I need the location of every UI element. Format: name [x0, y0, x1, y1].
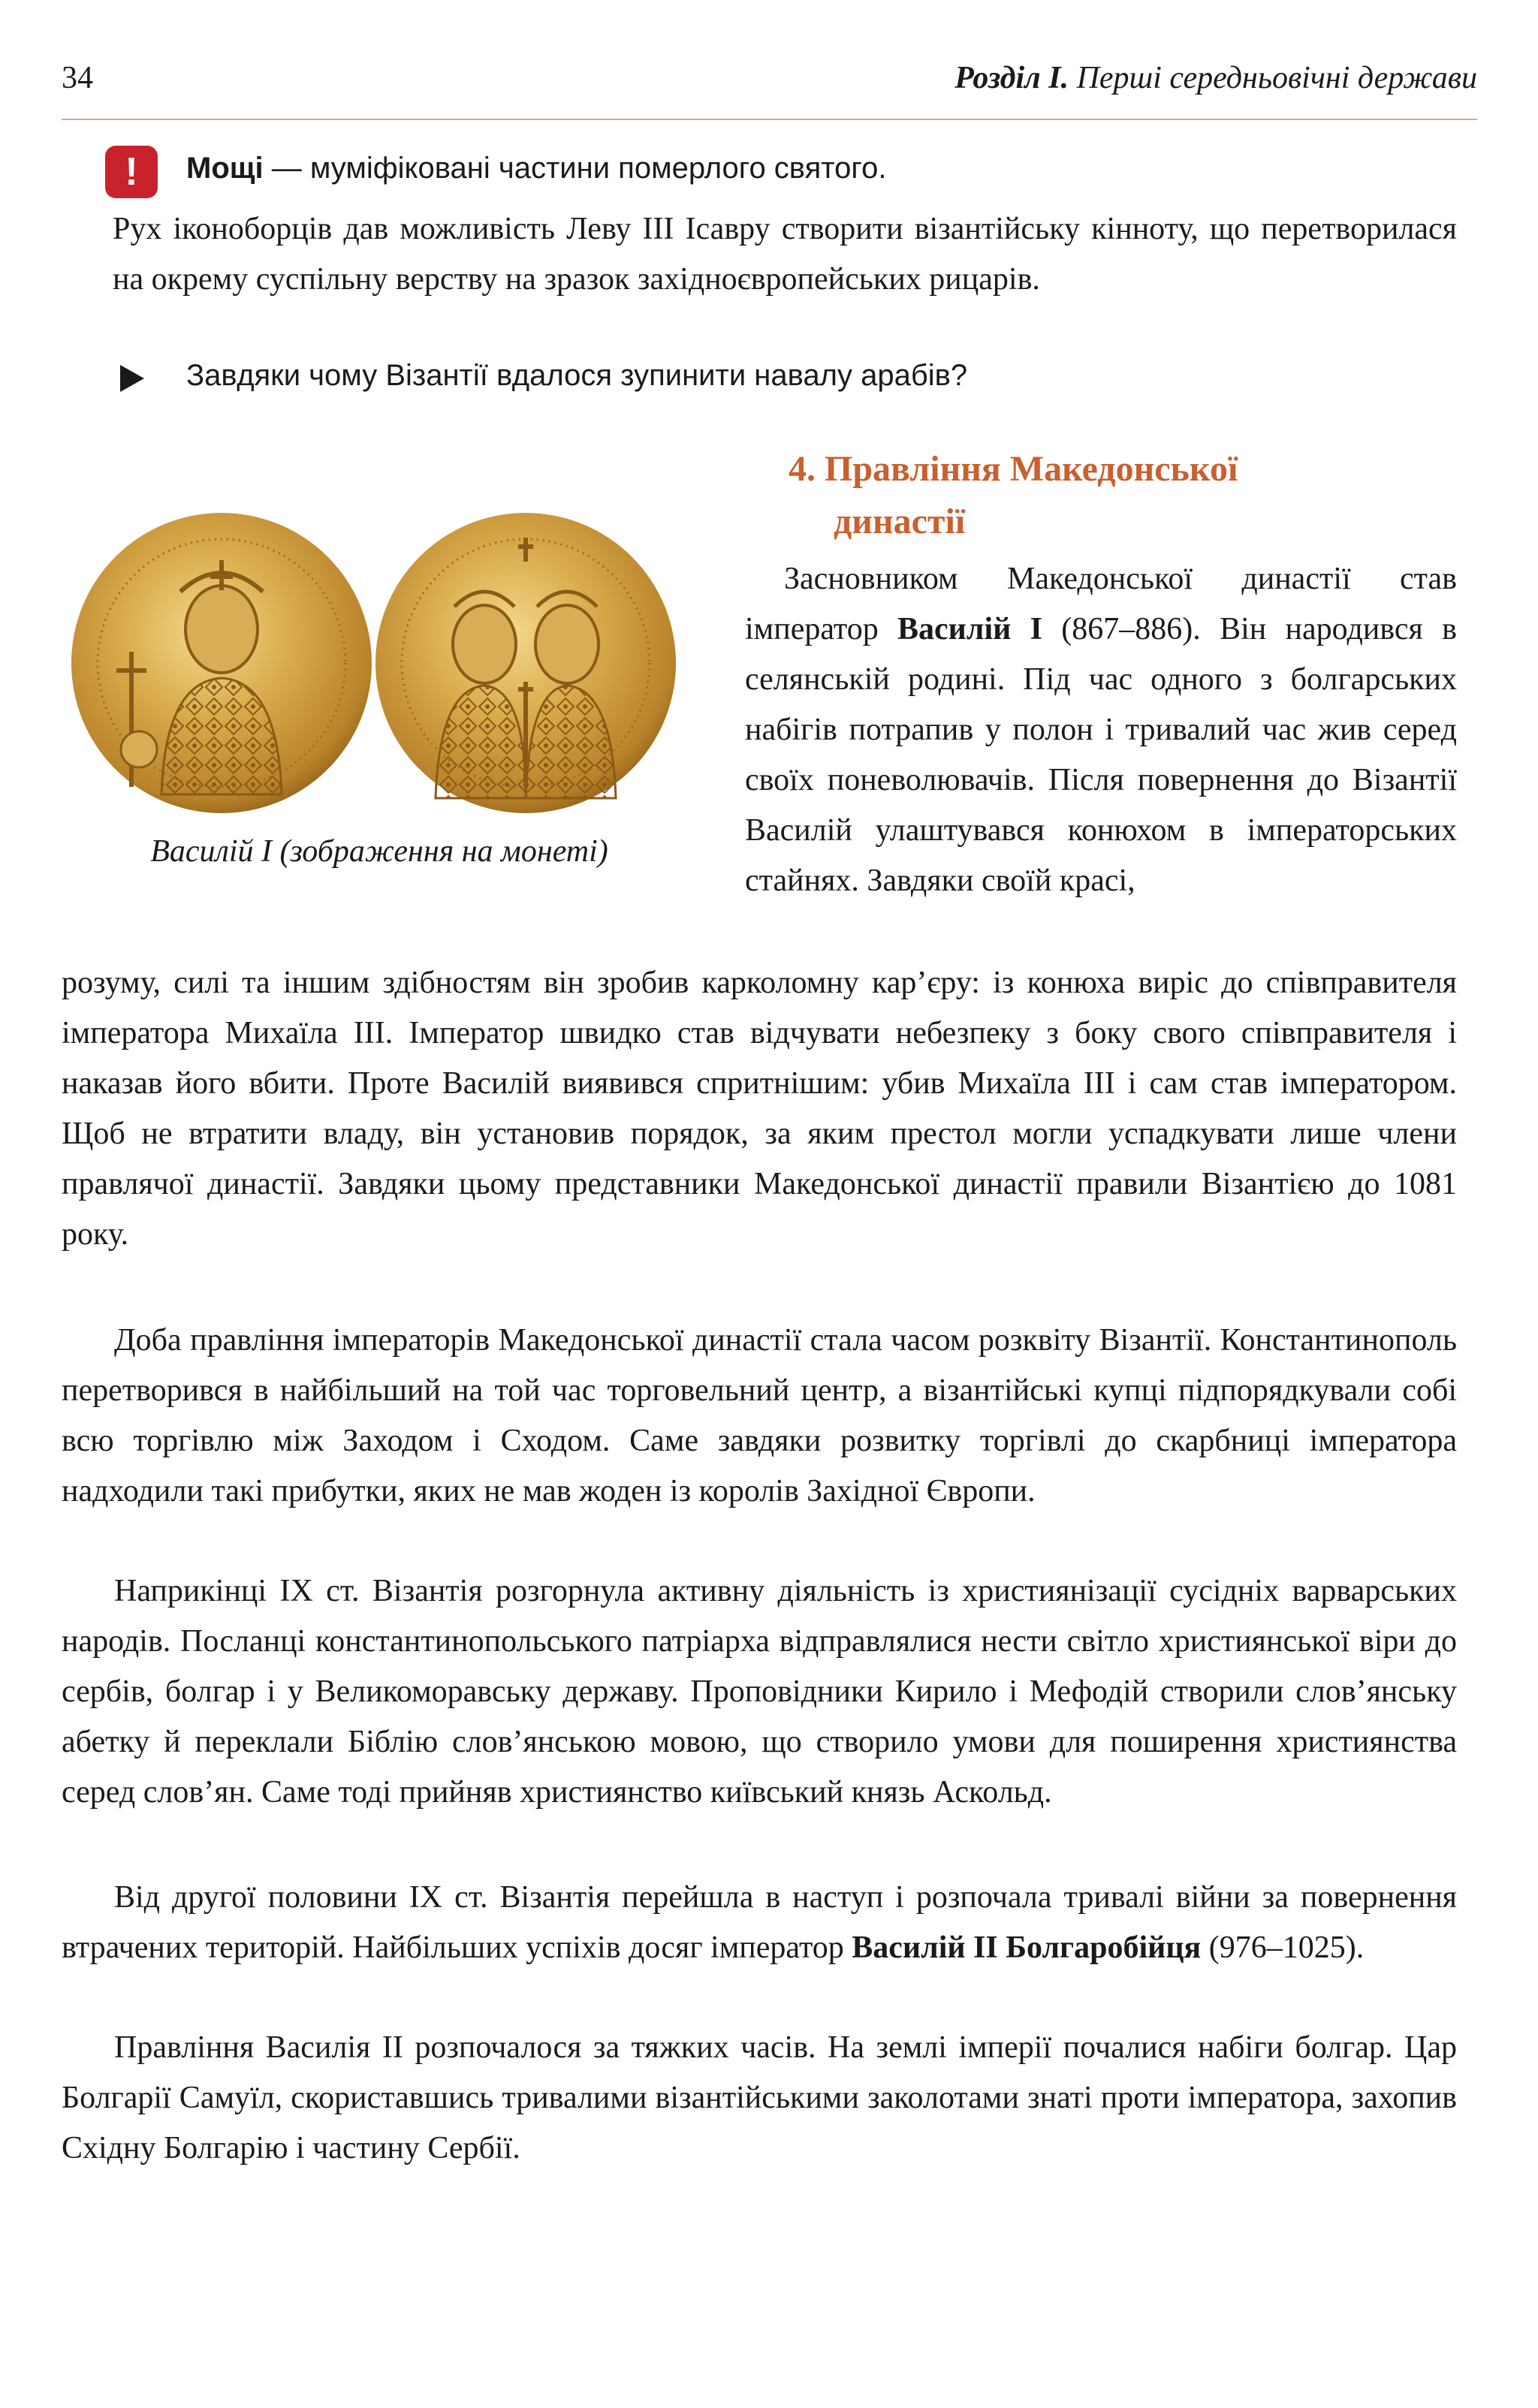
section-heading-line2: династії	[834, 502, 966, 541]
coin-right	[375, 513, 676, 813]
p3-text: Наприкінці IX ст. Візантія розгорнула активну діяльність із християнізації сусідніх варварських народів. Посланці константинопольського патріарха відправлялися нести світло християнської віри до сербів, болгар і у Великоморавську державу. Проповідники Кирило і Мефодій створили слов’янську абетку й переклали Біблію слов’янською мовою, що створило умови для поширення християнства серед слов’ян. Саме тоді прийняв християнство київський князь Аскольд.	[62, 1574, 1457, 1810]
note-term: Мощі	[186, 152, 264, 185]
p1-text-a: Засновником Македонської династії став імператор	[745, 562, 1457, 646]
emperor-name-basil-ii: Василій II Болгаробійця	[852, 1930, 1202, 1965]
paragraph-1	[745, 554, 1457, 906]
intro-paragraph	[113, 204, 1457, 305]
p2-text: Доба правління імператорів Македонської династії стала часом розквіту Візантії. Константинополь перетворився в найбільший на той час торговельний центр, а візантійські купці підпорядкували собі всю торгівлю між Заходом і Сходом. Саме завдяки розвитку торгівлі до скарбниці імператора надходили такі прибутки, яких не мав жоден із королів Західної Європи.	[62, 1323, 1457, 1508]
p1b-text: розуму, силі та іншим здібностям він зробив карколомну кар’єру: із конюха виріс до співправителя імператора Михаїла III. Імператор швидко став відчувати небезпеку з боку свого співправителя і наказав його вбити. Проте Василій виявився спритнішим: убив Михаїла III і сам став імператором. Щоб не втратити владу, він установив порядок, за яким престол могли успадкувати лише члени правлячої династії. Завдяки цьому представники Македонської династії правили Візантією до 1081 року.	[62, 966, 1457, 1252]
note-definition: — муміфіковані частини померлого святого.	[263, 152, 887, 185]
figure-caption: Василій I (зображення на монеті)	[150, 834, 608, 869]
definition-note	[105, 144, 1457, 197]
p1-text-c: (867–886). Він народився в селянській родині. Під час одного з болгарських набігів потрапив у полон і тривалий час жив серед своїх поневолювачів. Після повернення до Візантії Василій улаштувався конюхом в імператорських стайнях. Завдяки своїй красі,	[745, 612, 1457, 898]
coin-figure	[68, 502, 691, 824]
question-text: Завдяки чому Візантії вдалося зупинити навалу арабів?	[186, 359, 968, 392]
header-rule	[62, 119, 1477, 120]
section-heading-line1: 4. Правління Македонської	[789, 449, 1238, 489]
section-heading	[789, 443, 1464, 548]
page-header	[62, 60, 1477, 105]
p5-text: Правління Василія II розпочалося за тяжких часів. На землі імперії почалися набіги болгар. Цар Болгарії Самуїл, скориставшись тривалими візантійськими заколотами знаті проти імператора, захопив Східну Болгарію і частину Сербії.	[62, 2030, 1457, 2165]
paragraph-2	[62, 1316, 1457, 1517]
page-number: 34	[62, 61, 93, 95]
paragraph-1-continued	[62, 958, 1457, 1260]
section-label: Розділ I.	[954, 61, 1069, 95]
p4-text-a: Від другої половини IX ст. Візантія перейшла в наступ і розпочала тривалі війни за повернення втрачених територій. Найбільших успіхів досяг імператор	[62, 1880, 1457, 1965]
p4-text-c: (976–1025).	[1201, 1930, 1365, 1965]
paragraph-4	[62, 1873, 1457, 1973]
intro-text: Рух іконоборців дав можливість Леву III Ісавру створити візантійську кінноту, що перетворилася на окрему суспільну верству на зразок західноєвропейських рицарів.	[113, 212, 1457, 297]
section-title-header: Перші середньовічні держави	[1076, 61, 1477, 95]
emperor-name-basil-i: Василій I	[897, 612, 1042, 646]
coin-image	[68, 502, 691, 824]
note-text	[186, 152, 886, 185]
coin-left	[71, 513, 372, 813]
exclamation-icon: !	[105, 146, 158, 198]
paragraph-5	[62, 2023, 1457, 2174]
paragraph-3	[62, 1566, 1457, 1818]
running-head	[954, 60, 1477, 96]
play-arrow-icon	[120, 365, 144, 392]
